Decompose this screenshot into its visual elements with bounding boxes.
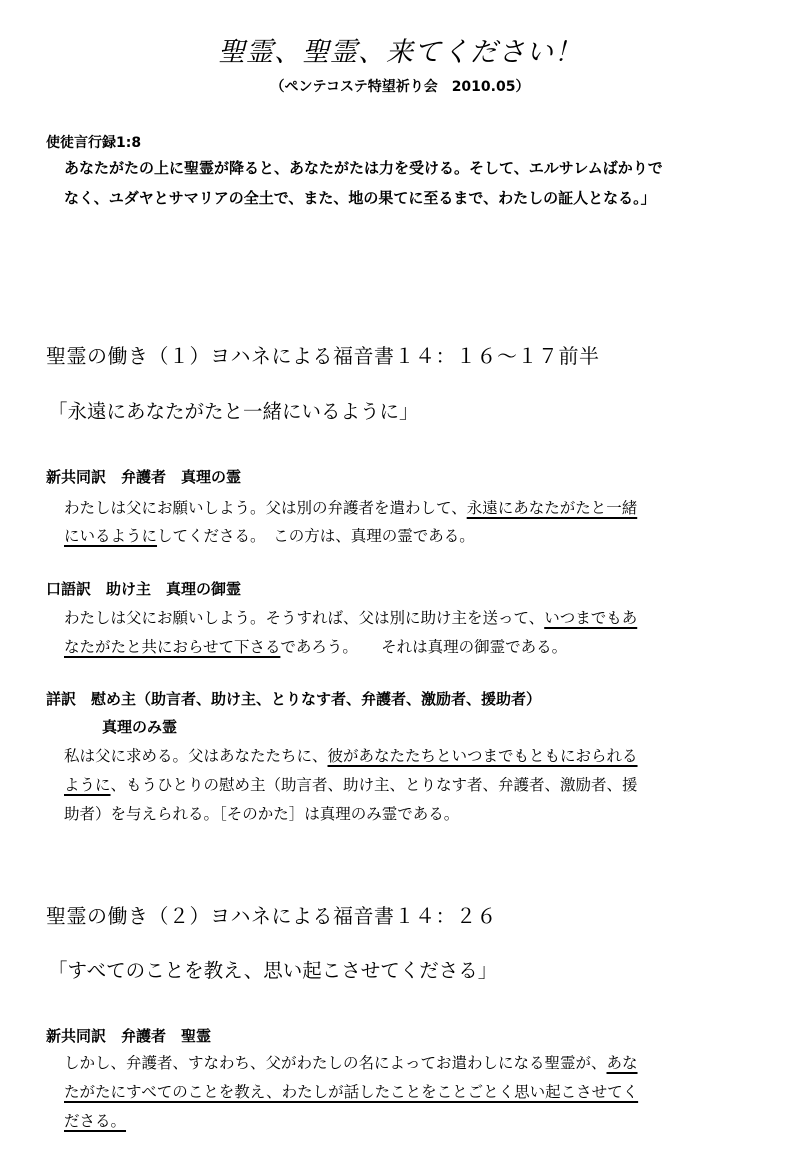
- section2-shinkyodo-label: 新共同訳 弁護者 聖霊: [46, 1027, 212, 1045]
- section2-shinkyodo-line-1: [64, 1048, 638, 1078]
- text-plain: してくださる。 この方は、真理の霊である。: [157, 527, 475, 545]
- section2-quote: 「すべてのことを教え、思い起こさせてくださる」: [48, 959, 498, 982]
- text-underlined: 彼があなたたちといつまでもともにおられる: [327, 747, 638, 765]
- section1-shoyaku-label: 詳訳 慰め主（助言者、助け主、とりなす者、弁護者、激励者、援助者）: [46, 690, 542, 708]
- text-plain: わたしは父にお願いしよう。そうすれば、父は別に助け主を送って、: [64, 609, 545, 627]
- section1-shinkyodo-label: 新共同訳 弁護者 真理の霊: [46, 468, 242, 486]
- section1-quote: 「永遠にあなたがたと一緒にいるように」: [48, 400, 419, 423]
- section2-shinkyodo-line-3: [64, 1106, 126, 1136]
- section1-kogoyaku-label: 口語訳 助け主 真理の御霊: [46, 580, 242, 598]
- text-plain: しかし、弁護者、すなわち、父がわたしの名によってお遣わしになる聖霊が、: [64, 1054, 607, 1072]
- page-title: 聖霊、聖霊、来てください！: [218, 37, 582, 68]
- text-plain: であろう。 それは真理の御霊である。: [280, 638, 568, 656]
- text-plain: 、もうひとりの慰め主（助言者、助け主、とりなす者、弁護者、激励者、援: [110, 776, 638, 794]
- acts-reference: 使徒言行録1:8: [46, 135, 142, 151]
- section1-shoyaku-line-2: [64, 770, 638, 800]
- text-plain: 私は父に求める。父はあなたたちに、: [64, 747, 328, 765]
- acts-line-1: あなたがたの上に聖霊が降ると、あなたがたは力を受ける。そして、エルサレムばかりで: [64, 159, 663, 177]
- section1-shoyaku-line-1: [64, 741, 638, 771]
- text-underlined: たがたにすべてのことを教え、わたしが話したことをことごとく思い起こさせてく: [64, 1083, 639, 1101]
- text-underlined: あな: [606, 1054, 638, 1072]
- section2-shinkyodo-line-2: [64, 1077, 638, 1107]
- text-underlined: ように: [64, 776, 111, 794]
- text-underlined: にいるように: [64, 527, 158, 545]
- text-underlined: なたがたと共におらせて下さる: [64, 638, 281, 656]
- section1-kogoyaku-line-1: [64, 603, 637, 633]
- section1-shinkyodo-line-2: [64, 521, 475, 551]
- text-underlined: 永遠にあなたがたと一緒: [466, 499, 638, 517]
- acts-line-2: なく、ユダヤとサマリアの全土で、また、地の果てに至るまで、わたしの証人となる。」: [64, 189, 656, 207]
- section2-heading: 聖霊の働き（２）ヨハネによる福音書１４：２６: [46, 904, 497, 928]
- section1-shoyaku-label-2: 真理のみ霊: [102, 718, 178, 736]
- page-subtitle: （ペンテコステ特望祈り会 2010.05）: [270, 79, 530, 95]
- section1-kogoyaku-line-2: [64, 632, 567, 662]
- section1-heading: 聖霊の働き（１）ヨハネによる福音書１４：１６〜１７前半: [46, 344, 600, 368]
- section1-shoyaku-line-3: 助者）を与えられる。［そのかた］は真理のみ霊である。: [64, 805, 460, 823]
- text-underlined: いつまでもあ: [544, 609, 638, 627]
- text-plain: わたしは父にお願いしよう。父は別の弁護者を遣わして、: [64, 499, 467, 517]
- text-underlined: ださる。: [64, 1112, 127, 1130]
- section1-shinkyodo-line-1: [64, 493, 637, 523]
